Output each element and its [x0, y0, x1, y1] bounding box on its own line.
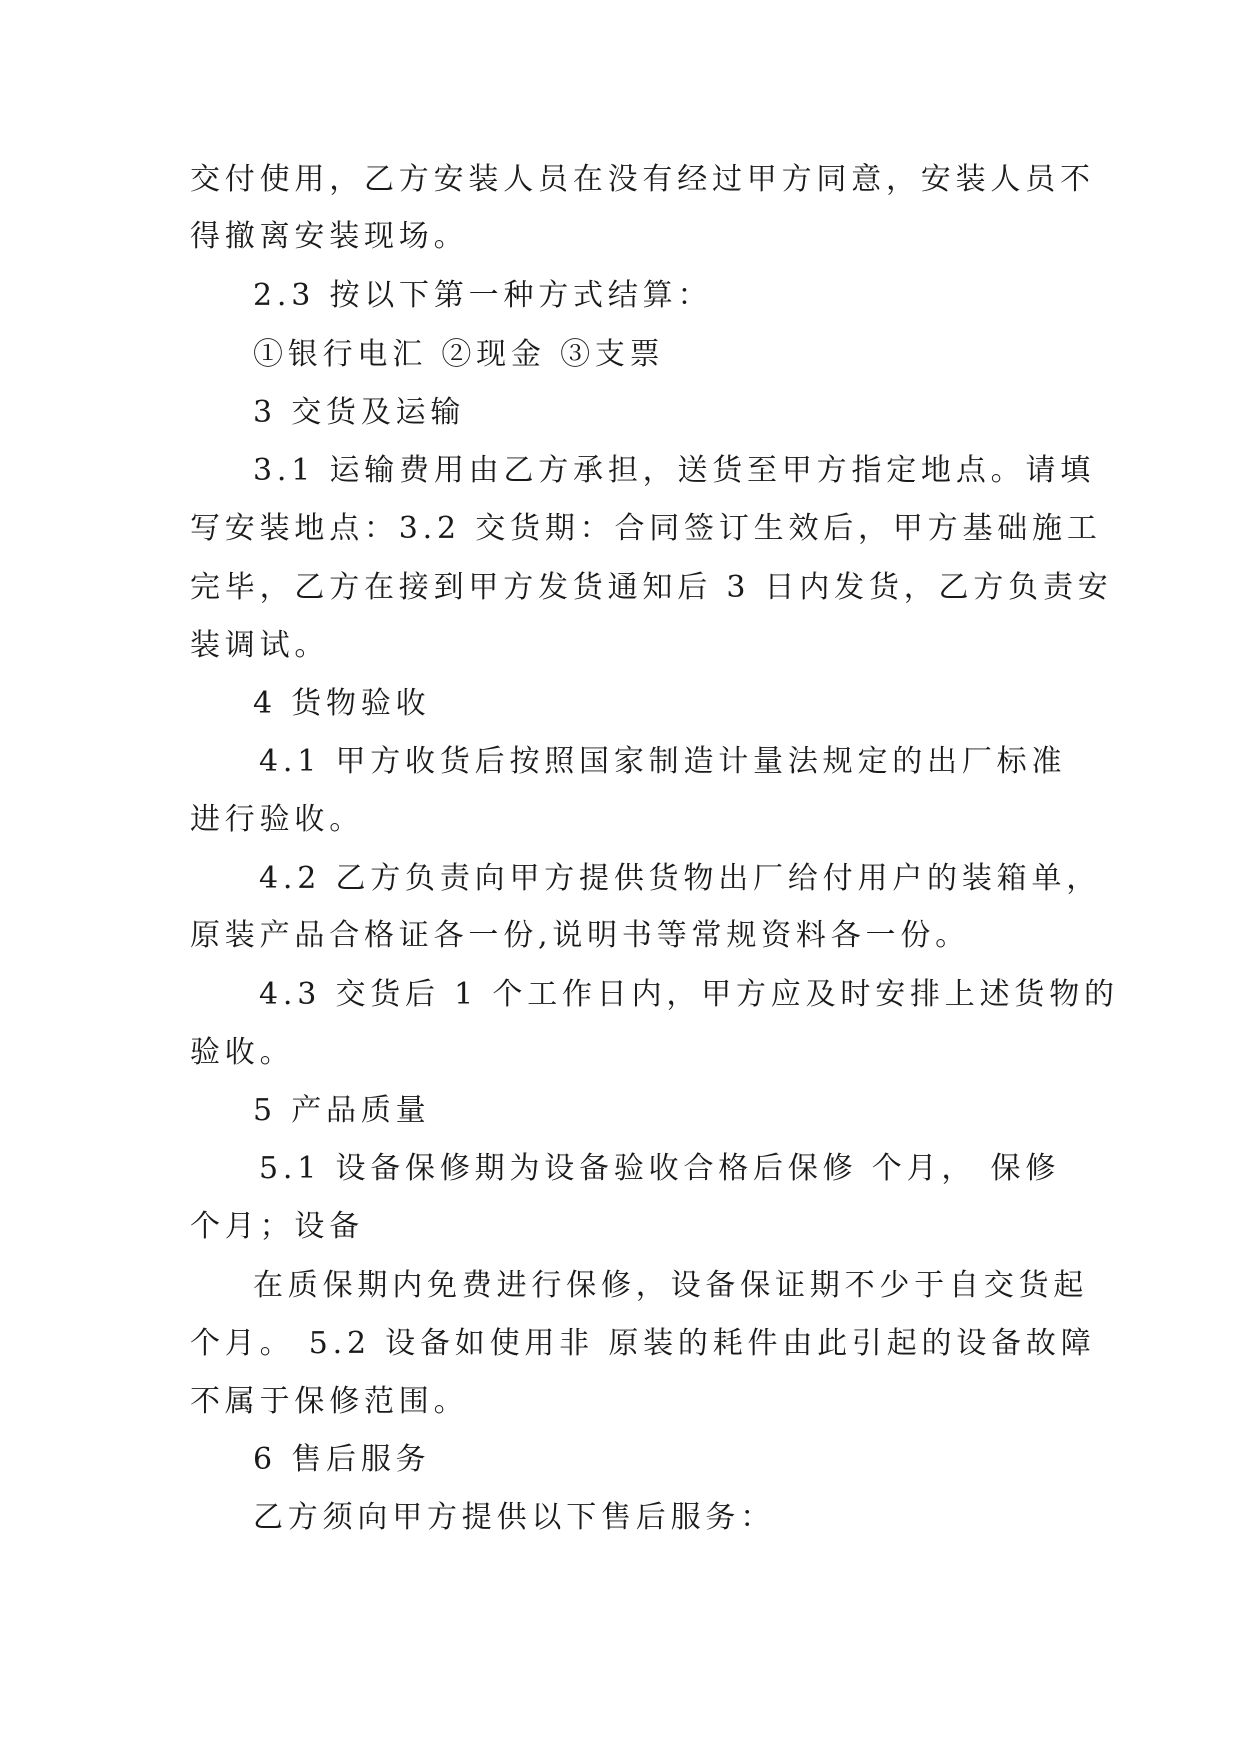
text-line-4-1b: 进行验收。	[190, 802, 364, 837]
text-line-3-2: 写安装地点：3.2 交货期：合同签订生效后，甲方基础施工	[190, 511, 1102, 546]
text-line-5-2: 个月。 5.2 设备如使用非 原装的耗件由此引起的设备故障	[190, 1326, 1096, 1361]
text-line-3-1: 3.1 运输费用由乙方承担，送货至甲方指定地点。请填	[253, 453, 1096, 488]
section-3-heading: 3 交货及运输	[253, 395, 466, 430]
text-line-4-3: 4.3 交货后 1 个工作日内，甲方应及时安排上述货物的	[259, 977, 1119, 1012]
text-line-4-3b: 验收。	[190, 1035, 295, 1070]
section-6-heading: 6 售后服务	[253, 1442, 431, 1477]
section-4-heading: 4 货物验收	[253, 686, 431, 721]
text-line-5-1c: 在质保期内免费进行保修，设备保证期不少于自交货起	[253, 1268, 1089, 1303]
text-line-4-1: 4.1 甲方收货后按照国家制造计量法规定的出厂标准	[259, 744, 1067, 779]
text-line-3-3: 完毕，乙方在接到甲方发货通知后 3 日内发货，乙方负责安	[190, 570, 1113, 605]
text-line-1: 交付使用，乙方安装人员在没有经过甲方同意，安装人员不	[190, 162, 1095, 197]
text-line-5-1b: 个月；设备	[190, 1209, 364, 1244]
text-line-4-2b: 原装产品合格证各一份,说明书等常规资料各一份。	[190, 918, 970, 953]
payment-options: ①银行电汇 ②现金 ③支票	[253, 337, 665, 372]
text-line-3-4: 装调试。	[190, 628, 330, 663]
text-line-6-1: 乙方须向甲方提供以下售后服务：	[253, 1500, 775, 1535]
text-line-5-2b: 不属于保修范围。	[190, 1384, 469, 1419]
text-line-2: 得撤离安装现场。	[190, 219, 469, 254]
text-line-5-1: 5.1 设备保修期为设备验收合格后保修 个月， 保修	[259, 1151, 1061, 1186]
section-5-heading: 5 产品质量	[253, 1093, 431, 1128]
section-2-3-heading: 2.3 按以下第一种方式结算：	[253, 278, 713, 313]
text-line-4-2: 4.2 乙方负责向甲方提供货物出厂给付用户的装箱单，	[259, 861, 1102, 896]
